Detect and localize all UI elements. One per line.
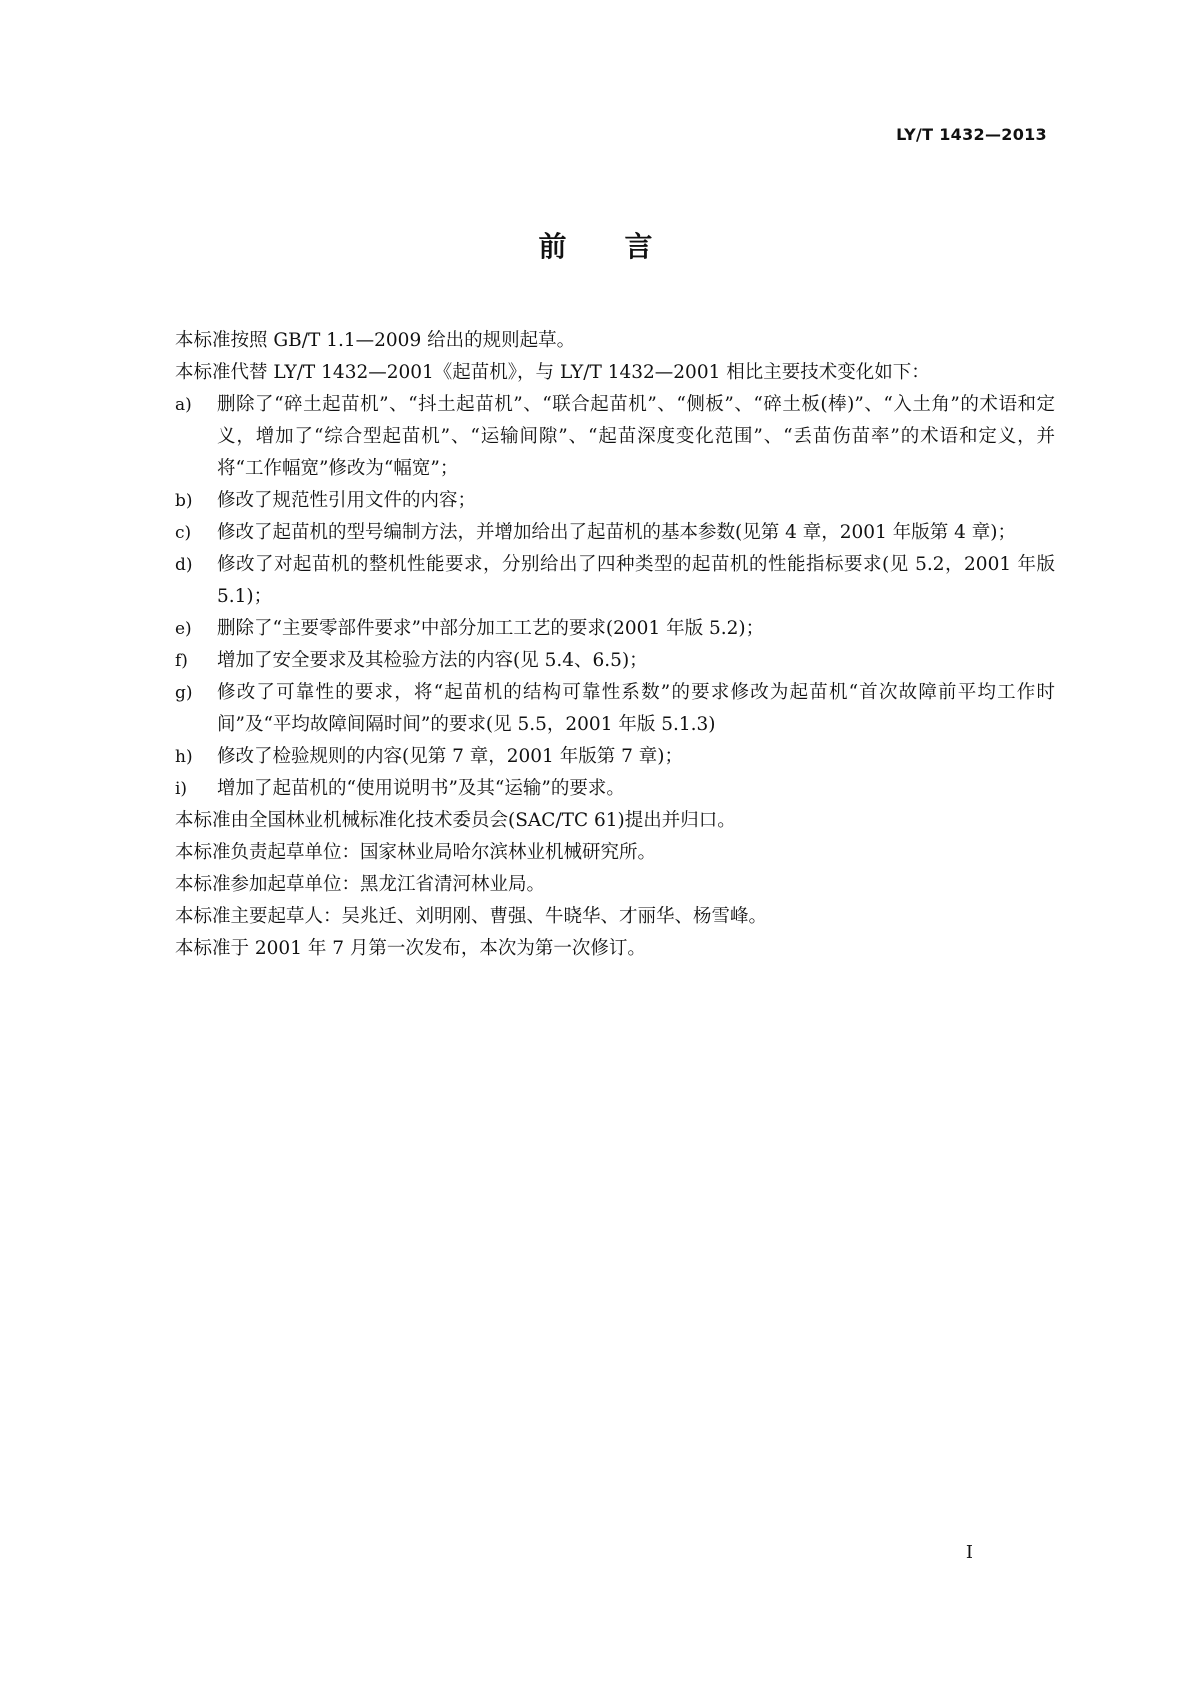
paragraph: 本标准由全国林业机械标准化技术委员会(SAC/TC 61)提出并归口。 xyxy=(175,810,736,831)
paragraph: 本标准于 2001 年 7 月第一次发布，本次为第一次修订。 xyxy=(175,938,646,959)
list-item-text: 修改了对起苗机的整机性能要求，分别给出了四种类型的起苗机的性能指标要求(见 5.2，2001 年版 5.1)； xyxy=(217,554,1055,607)
list-item xyxy=(175,389,1055,485)
list-item xyxy=(175,549,1055,613)
list-item-label: h) xyxy=(175,747,193,767)
list-item-label: a) xyxy=(175,395,192,415)
foreword-body xyxy=(175,325,1055,965)
page-title: 前言 xyxy=(538,230,711,263)
list-item-label: i) xyxy=(175,779,188,799)
list-item-label: f) xyxy=(175,651,188,671)
list-item xyxy=(175,485,1055,517)
list-item-text: 删除了“碎土起苗机”、“抖土起苗机”、“联合起苗机”、“侧板”、“碎土板(棒)”、“入土角”的术语和定义，增加了“综合型起苗机”、“运输间隙”、“起苗深度变化范围”、“丢苗伤苗率”的术语和定义，并将“工作幅宽”修改为“幅宽”； xyxy=(217,394,1055,479)
list-item xyxy=(175,741,1055,773)
list-item-label: d) xyxy=(175,555,193,575)
paragraph: 本标准主要起草人：吴兆迁、刘明刚、曹强、牛晓华、才丽华、杨雪峰。 xyxy=(175,906,768,927)
list-item-text: 修改了规范性引用文件的内容； xyxy=(217,490,477,511)
paragraph: 本标准负责起草单位：国家林业局哈尔滨林业机械研究所。 xyxy=(175,842,657,863)
list-item xyxy=(175,517,1055,549)
list-item-text: 增加了起苗机的“使用说明书”及其“运输”的要求。 xyxy=(217,778,625,799)
list-item-label: g) xyxy=(175,683,193,703)
list-item-text: 删除了“主要零部件要求”中部分加工工艺的要求(2001 年版 5.2)； xyxy=(217,618,765,639)
list-item-text: 修改了可靠性的要求，将“起苗机的结构可靠性系数”的要求修改为起苗机“首次故障前平均工作时间”及“平均故障间隔时间”的要求(见 5.5，2001 年版 5.1.3) xyxy=(217,682,1055,735)
list-item-label: e) xyxy=(175,619,192,639)
list-item xyxy=(175,677,1055,741)
paragraph: 本标准参加起草单位：黑龙江省清河林业局。 xyxy=(175,874,546,895)
paragraph: 本标准代替 LY/T 1432—2001《起苗机》，与 LY/T 1432—2001 相比主要技术变化如下： xyxy=(175,362,930,383)
standard-number: LY/T 1432—2013 xyxy=(896,125,1047,144)
list-item-label: b) xyxy=(175,491,193,511)
list-item xyxy=(175,613,1055,645)
list-item-text: 修改了起苗机的型号编制方法，并增加给出了起苗机的基本参数(见第 4 章，2001 年版第 4 章)； xyxy=(217,522,1016,543)
page-number: I xyxy=(965,1542,973,1563)
list-item xyxy=(175,773,1055,805)
paragraph: 本标准按照 GB/T 1.1—2009 给出的规则起草。 xyxy=(175,330,576,351)
list-item xyxy=(175,645,1055,677)
list-item-label: c) xyxy=(175,523,192,543)
list-item-text: 增加了安全要求及其检验方法的内容(见 5.4、6.5)； xyxy=(217,650,648,671)
list-item-text: 修改了检验规则的内容(见第 7 章，2001 年版第 7 章)； xyxy=(217,746,683,767)
